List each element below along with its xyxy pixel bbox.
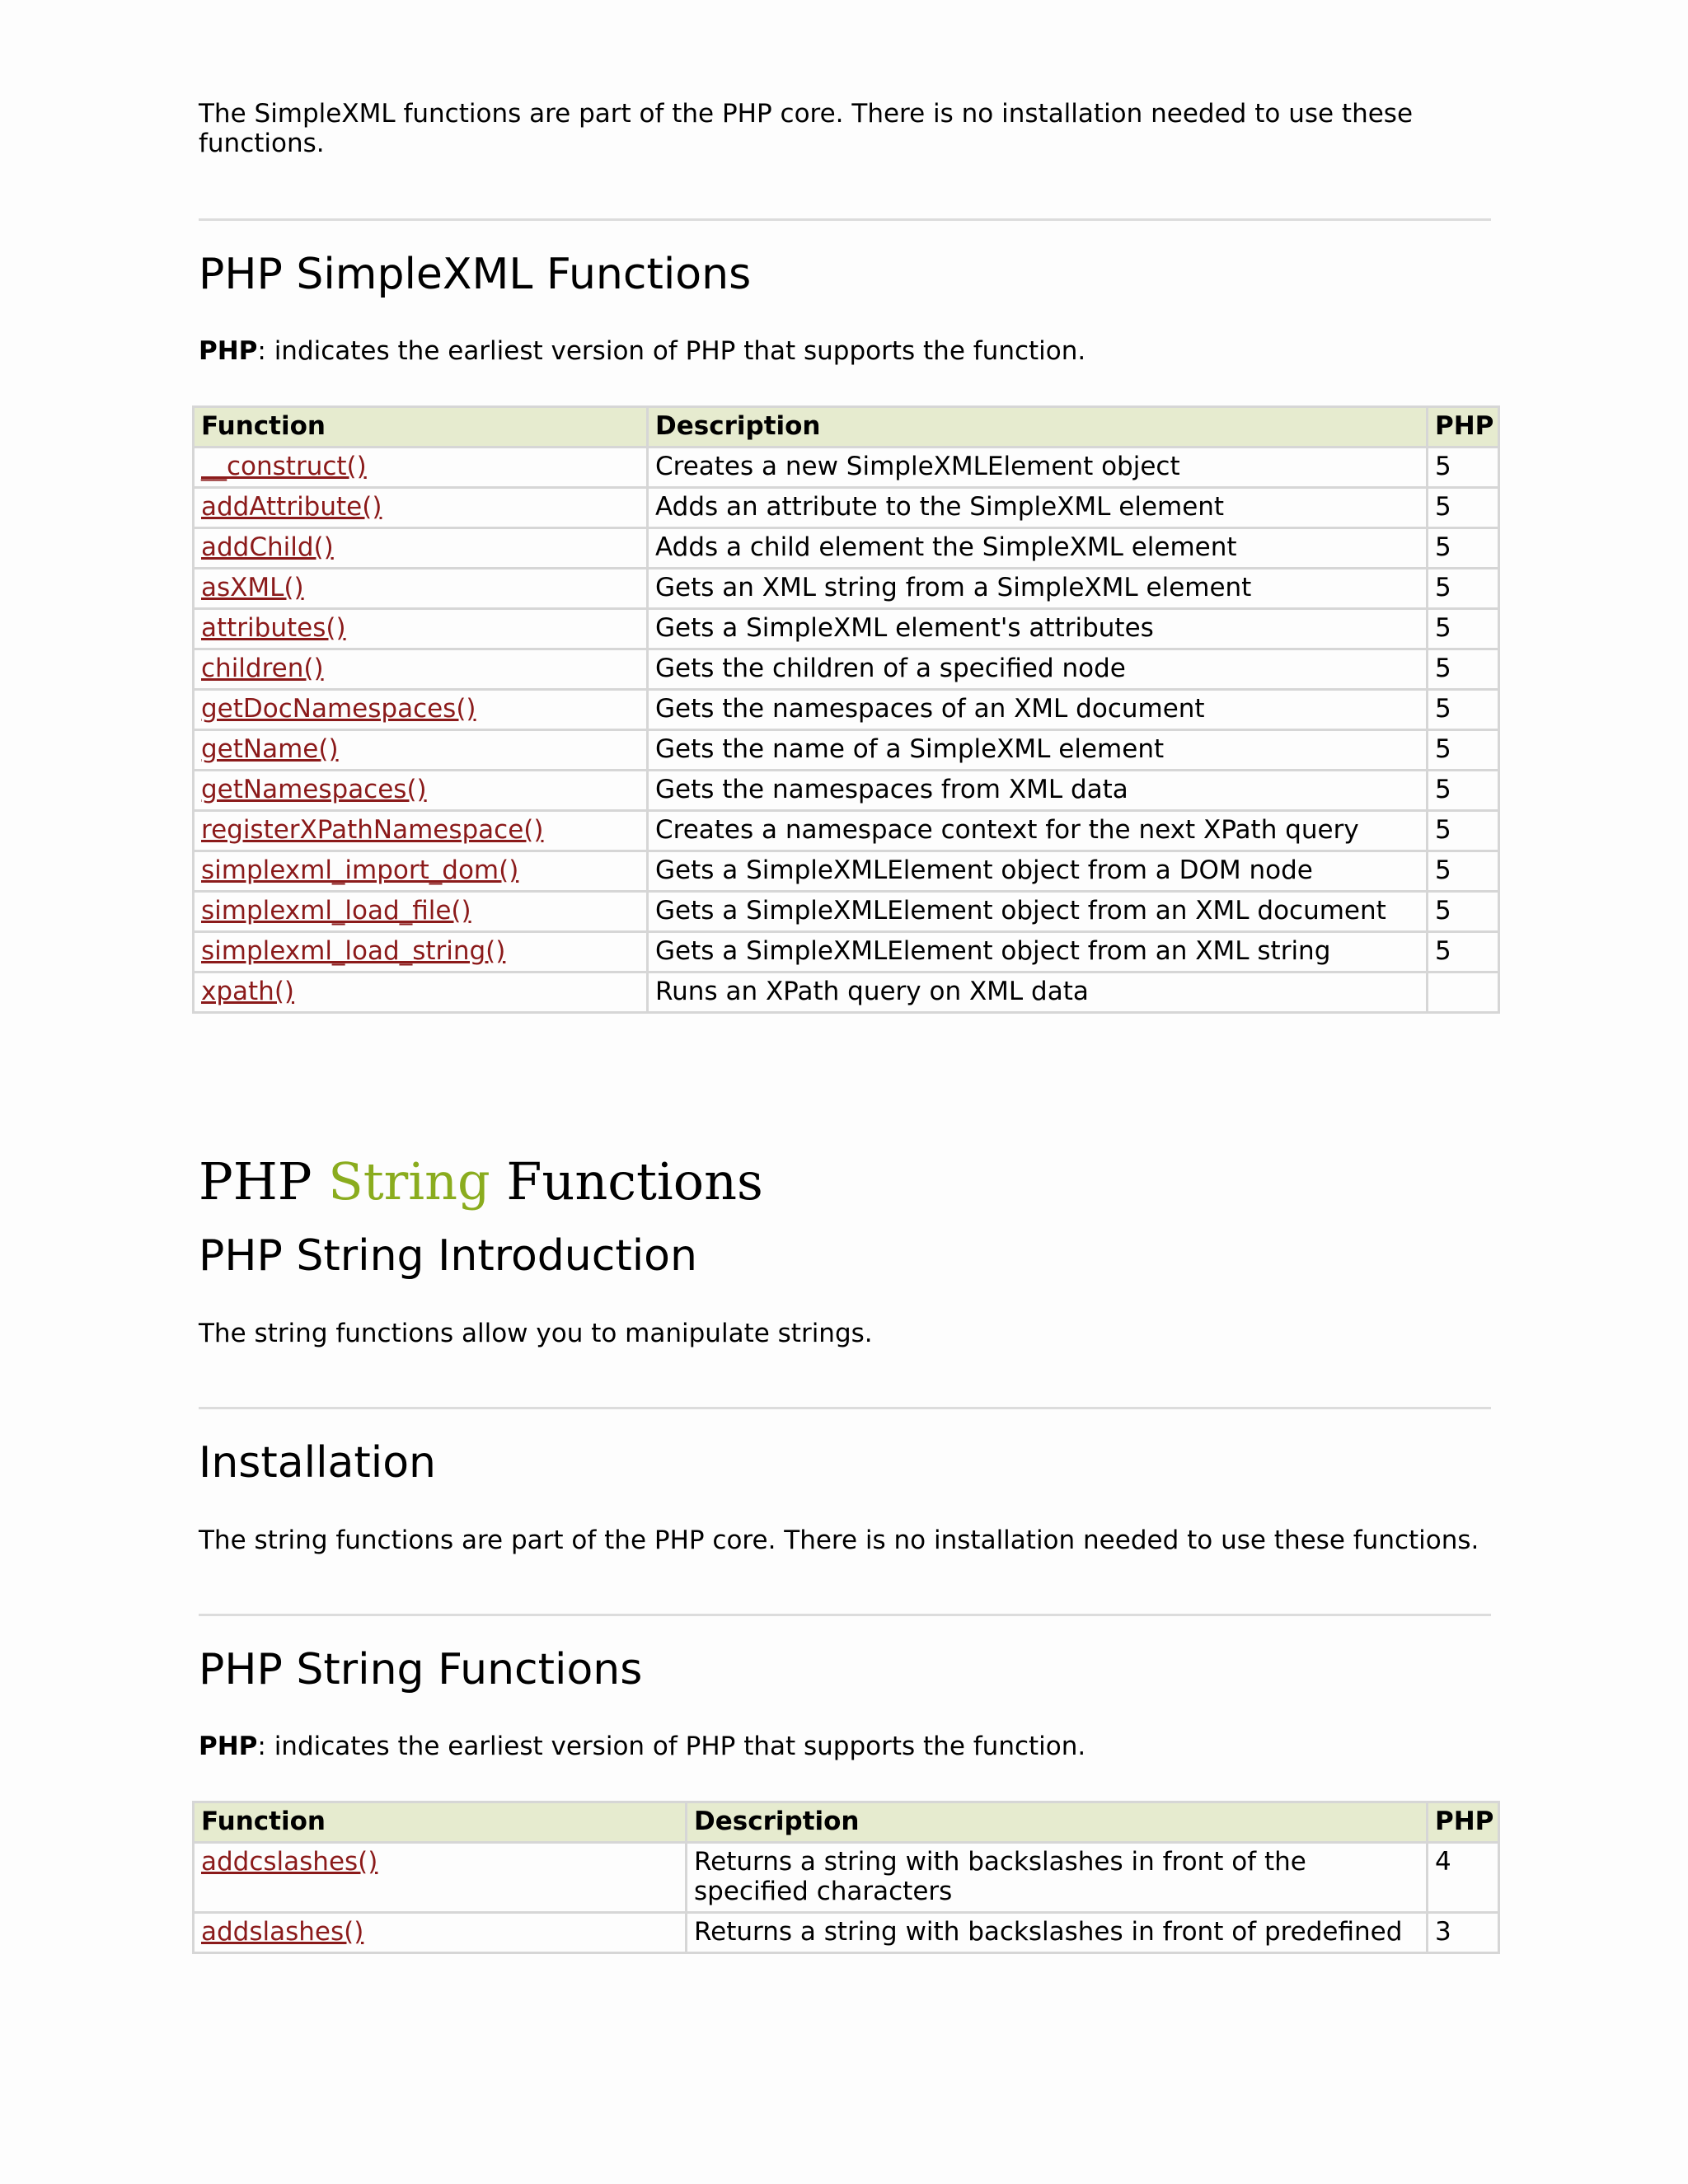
description-cell: Creates a namespace context for the next XPath query [648, 811, 1428, 851]
section-heading-installation: Installation [199, 1438, 437, 1488]
function-cell [194, 649, 648, 690]
description-cell: Gets the namespaces from XML data [648, 771, 1428, 811]
description-cell: Adds an attribute to the SimpleXML element [648, 488, 1428, 528]
chapter-title-part1: PHP [199, 1151, 329, 1212]
intro-paragraph: The SimpleXML functions are part of the PHP core. There is no installation needed to use these functions. [199, 99, 1414, 158]
string-intro-paragraph: The string functions allow you to manipulate strings. [199, 1319, 873, 1348]
section-heading-simplexml-functions: PHP SimpleXML Functions [199, 250, 752, 299]
php-version-note [199, 1732, 1493, 1761]
function-link[interactable]: __construct() [201, 452, 367, 481]
function-link[interactable]: simplexml_load_file() [201, 896, 471, 926]
installation-paragraph: The string functions are part of the PHP core. There is no installation needed to use these functions. [199, 1526, 1479, 1555]
function-link[interactable]: children() [201, 654, 324, 683]
table-row [194, 649, 1499, 690]
section-heading-string-introduction: PHP String Introduction [199, 1231, 697, 1281]
table-row [194, 1843, 1499, 1913]
function-cell [194, 972, 648, 1013]
column-header-function: Function [194, 407, 648, 448]
table-row [194, 1913, 1499, 1953]
table-row [194, 488, 1499, 528]
chapter-title-part2: Functions [490, 1151, 763, 1212]
table-row [194, 609, 1499, 649]
divider [199, 218, 1491, 221]
function-cell [194, 448, 648, 488]
description-cell: Gets an XML string from a SimpleXML element [648, 569, 1428, 609]
php-version-cell: 5 [1428, 569, 1499, 609]
function-cell [194, 609, 648, 649]
function-link[interactable]: getName() [201, 734, 339, 764]
php-version-note-text: : indicates the earliest version of PHP that supports the function. [257, 336, 1086, 366]
table-row [194, 528, 1499, 569]
php-version-cell: 5 [1428, 771, 1499, 811]
function-link[interactable]: attributes() [201, 613, 346, 643]
column-header-description: Description [687, 1802, 1428, 1843]
column-header-description: Description [648, 407, 1428, 448]
description-cell: Gets a SimpleXML element's attributes [648, 609, 1428, 649]
php-version-cell: 5 [1428, 488, 1499, 528]
description-cell: Returns a string with backslashes in front of the specified characters [687, 1843, 1428, 1913]
table-row [194, 892, 1499, 932]
function-cell [194, 730, 648, 771]
table-row [194, 932, 1499, 972]
php-version-cell: 5 [1428, 932, 1499, 972]
php-version-cell: 5 [1428, 811, 1499, 851]
function-cell [194, 851, 648, 892]
function-link[interactable]: registerXPathNamespace() [201, 815, 544, 845]
function-link[interactable]: asXML() [201, 573, 304, 602]
description-cell: Gets the name of a SimpleXML element [648, 730, 1428, 771]
description-cell: Returns a string with backslashes in front of predefined [687, 1913, 1428, 1953]
php-version-cell: 5 [1428, 690, 1499, 730]
function-link[interactable]: simplexml_import_dom() [201, 855, 519, 885]
function-cell [194, 528, 648, 569]
column-header-function: Function [194, 1802, 687, 1843]
function-link[interactable]: addcslashes() [201, 1847, 378, 1877]
description-cell: Gets a SimpleXMLElement object from an XML string [648, 932, 1428, 972]
function-link[interactable]: getNamespaces() [201, 775, 427, 804]
table-header-row [194, 407, 1499, 448]
description-cell: Runs an XPath query on XML data [648, 972, 1428, 1013]
php-version-cell: 5 [1428, 730, 1499, 771]
description-cell: Gets a SimpleXMLElement object from an XML document [648, 892, 1428, 932]
description-cell: Gets the namespaces of an XML document [648, 690, 1428, 730]
php-version-cell: 5 [1428, 892, 1499, 932]
table-row [194, 811, 1499, 851]
function-cell [194, 1843, 687, 1913]
table-row [194, 690, 1499, 730]
function-cell [194, 488, 648, 528]
php-version-note-label: PHP [199, 336, 258, 366]
simplexml-functions-table [192, 405, 1500, 1014]
string-functions-table [192, 1801, 1500, 1954]
table-header-row [194, 1802, 1499, 1843]
php-version-cell: 5 [1428, 528, 1499, 569]
php-version-cell: 4 [1428, 1843, 1499, 1913]
divider [199, 1407, 1491, 1409]
divider [199, 1614, 1491, 1616]
function-link[interactable]: getDocNamespaces() [201, 694, 476, 724]
table-row [194, 569, 1499, 609]
function-link[interactable]: addChild() [201, 532, 334, 562]
function-link[interactable]: addAttribute() [201, 492, 382, 522]
function-link[interactable]: simplexml_load_string() [201, 936, 506, 966]
table-row [194, 771, 1499, 811]
function-link[interactable]: addslashes() [201, 1917, 364, 1947]
description-cell: Gets a SimpleXMLElement object from a DOM node [648, 851, 1428, 892]
column-header-php: PHP [1428, 407, 1499, 448]
section-heading-php-string-functions: PHP String Functions [199, 1645, 643, 1694]
table-row [194, 730, 1499, 771]
function-cell [194, 811, 648, 851]
description-cell: Gets the children of a specified node [648, 649, 1428, 690]
chapter-title-accent: String [328, 1151, 490, 1212]
php-version-cell: 5 [1428, 649, 1499, 690]
column-header-php: PHP [1428, 1802, 1499, 1843]
description-cell: Adds a child element the SimpleXML element [648, 528, 1428, 569]
description-cell: Creates a new SimpleXMLElement object [648, 448, 1428, 488]
chapter-title-string-functions [199, 1152, 763, 1212]
table-row [194, 448, 1499, 488]
php-version-cell: 3 [1428, 1913, 1499, 1953]
function-cell [194, 771, 648, 811]
function-link[interactable]: xpath() [201, 977, 295, 1006]
function-cell [194, 932, 648, 972]
php-version-cell: 5 [1428, 851, 1499, 892]
function-cell [194, 569, 648, 609]
php-version-note-label: PHP [199, 1732, 258, 1761]
php-version-note [199, 336, 1493, 366]
function-cell [194, 1913, 687, 1953]
function-cell [194, 690, 648, 730]
table-row [194, 972, 1499, 1013]
table-row [194, 851, 1499, 892]
php-version-cell: 5 [1428, 609, 1499, 649]
php-version-note-text: : indicates the earliest version of PHP that supports the function. [257, 1732, 1086, 1761]
php-version-cell: 5 [1428, 448, 1499, 488]
function-cell [194, 892, 648, 932]
php-version-cell [1428, 972, 1499, 1013]
